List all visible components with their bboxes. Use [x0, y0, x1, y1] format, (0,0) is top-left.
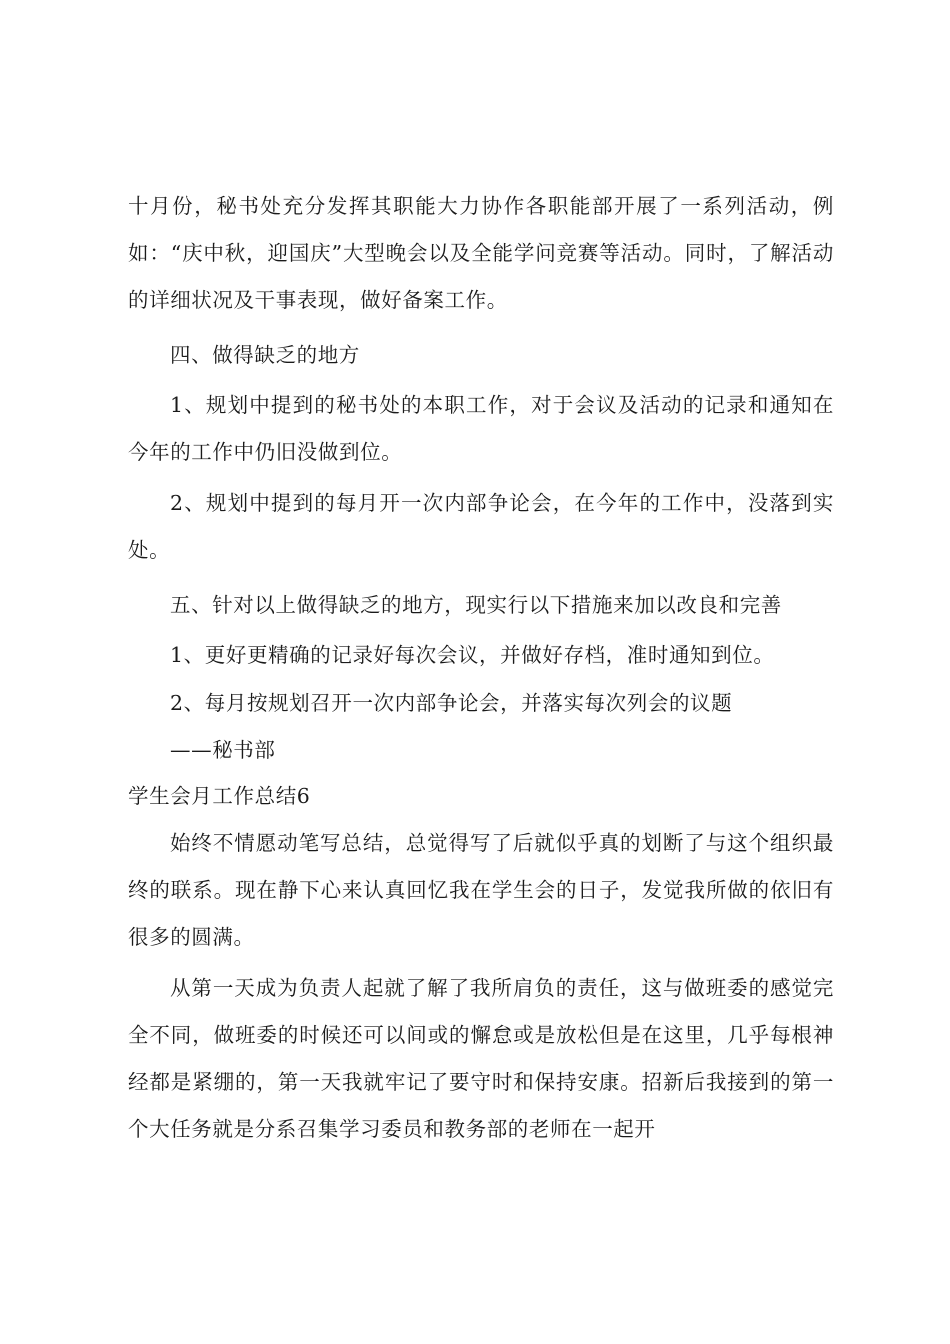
- paragraph-shortcoming-2: 2、规划中提到的每月开一次内部争论会，在今年的工作中，没落到实处。: [128, 491, 834, 562]
- section-paragraph-2: 从第一天成为负责人起就了解了我所肩负的责任，这与做班委的感觉完全不同，做班委的时候还可以间或的懈怠或是放松但是在这里，几乎每根神经都是紧绷的，第一天我就牢记了要守时和保持安康。招新后我接到的第一个大任务就是分系召集学习委员和教务部的老师在一起开: [128, 976, 834, 1141]
- heading-shortcomings: 四、做得缺乏的地方: [170, 343, 360, 367]
- paragraph-shortcoming-1: 1、规划中提到的秘书处的本职工作，对于会议及活动的记录和通知在今年的工作中仍旧没做到位。: [128, 393, 834, 464]
- paragraph-improvement-1: 1、更好更精确的记录好每次会议，并做好存档，准时通知到位。: [170, 643, 775, 667]
- signature-secretariat: ——秘书部: [170, 738, 276, 762]
- heading-improvements: 五、针对以上做得缺乏的地方，现实行以下措施来加以改良和完善: [170, 593, 782, 617]
- paragraph-improvement-2: 2、每月按规划召开一次内部争论会，并落实每次列会的议题: [170, 691, 733, 715]
- section-paragraph-1: 始终不情愿动笔写总结，总觉得写了后就似乎真的划断了与这个组织最终的联系。现在静下心来认真回忆我在学生会的日子，发觉我所做的依旧有很多的圆满。: [128, 831, 834, 949]
- paragraph-october-activities: 十月份，秘书处充分发挥其职能大力协作各职能部开展了一系列活动，例如：“庆中秋，迎国庆”大型晚会以及全能学问竞赛等活动。同时，了解活动的详细状况及干事表现，做好备案工作。: [128, 194, 834, 312]
- section-title: 学生会月工作总结6: [128, 784, 311, 808]
